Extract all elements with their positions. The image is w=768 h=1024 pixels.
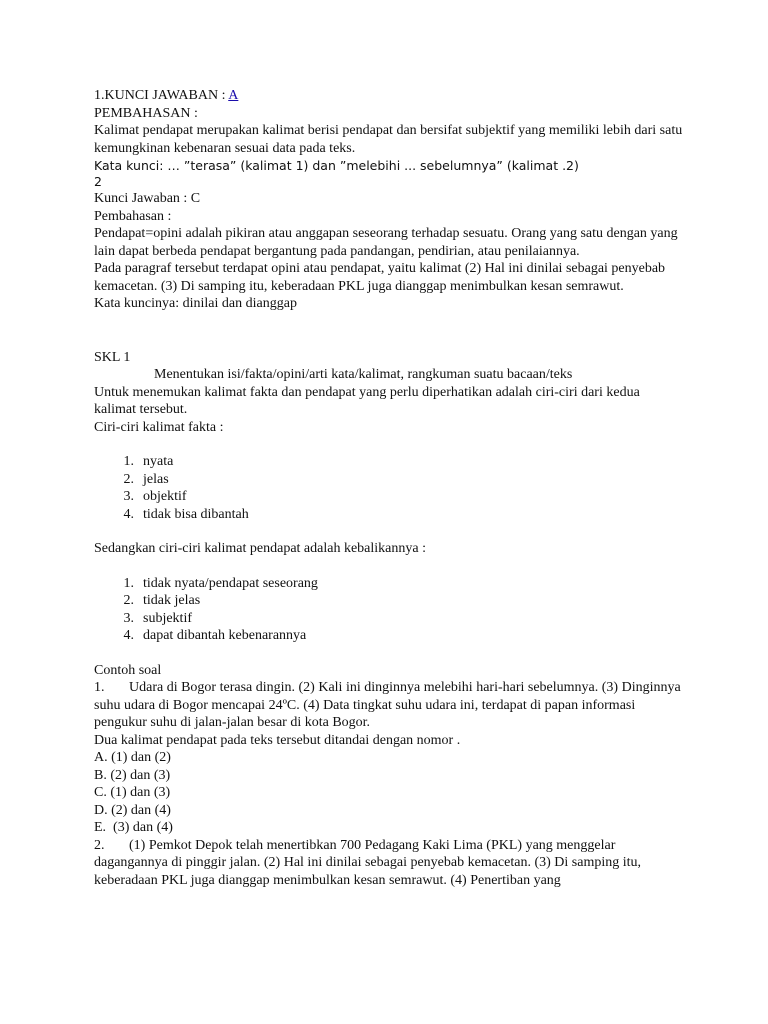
list-item: 3. subjektif: [123, 610, 192, 626]
skl-intro: Untuk menemukan kalimat fakta dan pendapat yang perlu diperhatikan adalah ciri-ciri dari kedua kalimat tersebut.: [94, 384, 640, 417]
spacer: [94, 645, 684, 662]
question-1: [94, 679, 684, 732]
pembahasan-label-2: Pembahasan :: [94, 208, 172, 224]
spacer: [94, 558, 684, 575]
question-number: 2.: [94, 837, 105, 853]
kata-kunci-2: Kata kuncinya: dinilai dan dianggap: [94, 296, 297, 311]
pendapat-list: [94, 575, 684, 645]
question-1-prompt: Dua kalimat pendapat pada teks tersebut ditandai dengan nomor .: [94, 732, 461, 748]
spacer: [94, 523, 684, 540]
pendapat-label: Sedangkan ciri-ciri kalimat pendapat adalah kebalikannya :: [94, 541, 426, 556]
list-item: 1. nyata: [123, 454, 174, 469]
pembahasan-para-2: Pada paragraf tersebut terdapat opini atau pendapat, yaitu kalimat (2) Hal ini dinilai sebagai penyebab kemacetan. (3) Di samping itu, keberadaan PKL juga dianggap menimbulkan kesan semrawut.: [94, 261, 666, 294]
fakta-list: [94, 453, 684, 523]
spacer: [94, 436, 684, 453]
list-item: 4. dapat dibantah kebenarannya: [123, 628, 307, 643]
contoh-label: Contoh soal: [94, 662, 162, 678]
kunci-prefix: 1.KUNCI JAWABAN :: [94, 88, 226, 103]
option-e: E. (3) dan (4): [94, 820, 173, 835]
skl-subtitle: Menentukan isi/fakta/opini/arti kata/kalimat, rangkuman suatu bacaan/teks: [154, 367, 573, 382]
spacer: [94, 313, 684, 349]
list-item: 1. tidak nyata/pendapat seseorang: [123, 575, 318, 591]
fakta-label: Ciri-ciri kalimat fakta :: [94, 419, 224, 435]
kunci-answer-link[interactable]: A: [228, 88, 239, 103]
option-b: B. (2) dan (3): [94, 767, 171, 783]
list-item: 2. tidak jelas: [123, 593, 201, 608]
option-d: D. (2) dan (4): [94, 802, 171, 818]
kata-kunci-1: Kata kunci: … ”terasa” (kalimat 1) dan ”melebihi ... sebelumnya” (kalimat .2): [94, 158, 579, 173]
question-2: [94, 837, 684, 890]
document-content: [94, 87, 684, 889]
section-number-2: 2: [94, 174, 102, 189]
list-item: 2. jelas: [123, 471, 169, 487]
question-text: (1) Pemkot Depok telah menertibkan 700 Pedagang Kaki Lima (PKL) yang menggelar dagangannya di pinggir jalan. (2) Hal ini dinilai sebagai penyebab kemacetan. (3) Di samping itu, keberadaan PKL juga dianggap menimbulkan kesan semrawut. (4) Penertiban yang: [94, 837, 641, 888]
pembahasan-text-1: Kalimat pendapat merupakan kalimat berisi pendapat dan bersifat subjektif yang memiliki lebih dari satu kemungkinan kebenaran sesuai data pada teks.: [94, 123, 683, 156]
pembahasan-para-1: Pendapat=opini adalah pikiran atau anggapan seseorang terhadap sesuatu. Orang yang satu dengan yang lain dapat berbeda pendapat bergantung pada pandangan, pendirian, atau penilaiannya.: [94, 226, 678, 259]
pembahasan-label-1: PEMBAHASAN :: [94, 105, 198, 121]
kunci-jawaban-2: Kunci Jawaban : C: [94, 191, 201, 206]
question-text: Udara di Bogor terasa dingin. (2) Kali ini dinginnya melebihi hari-hari sebelumnya. (3) Dinginnya suhu udara di Bogor mencapai 24ºC. (4) Data tingkat suhu udara ini, terdapat di papan informasi pengukur suhu di jalan-jalan besar di kota Bogor.: [94, 680, 681, 730]
list-item: 4. tidak bisa dibantah: [123, 506, 249, 522]
skl-title: SKL 1: [94, 349, 131, 365]
option-a: A. (1) dan (2): [94, 750, 171, 765]
kunci-jawaban-1: [94, 87, 684, 105]
list-item: 3. objektif: [123, 489, 187, 504]
option-c: C. (1) dan (3): [94, 785, 171, 800]
question-number: 1.: [94, 680, 105, 695]
